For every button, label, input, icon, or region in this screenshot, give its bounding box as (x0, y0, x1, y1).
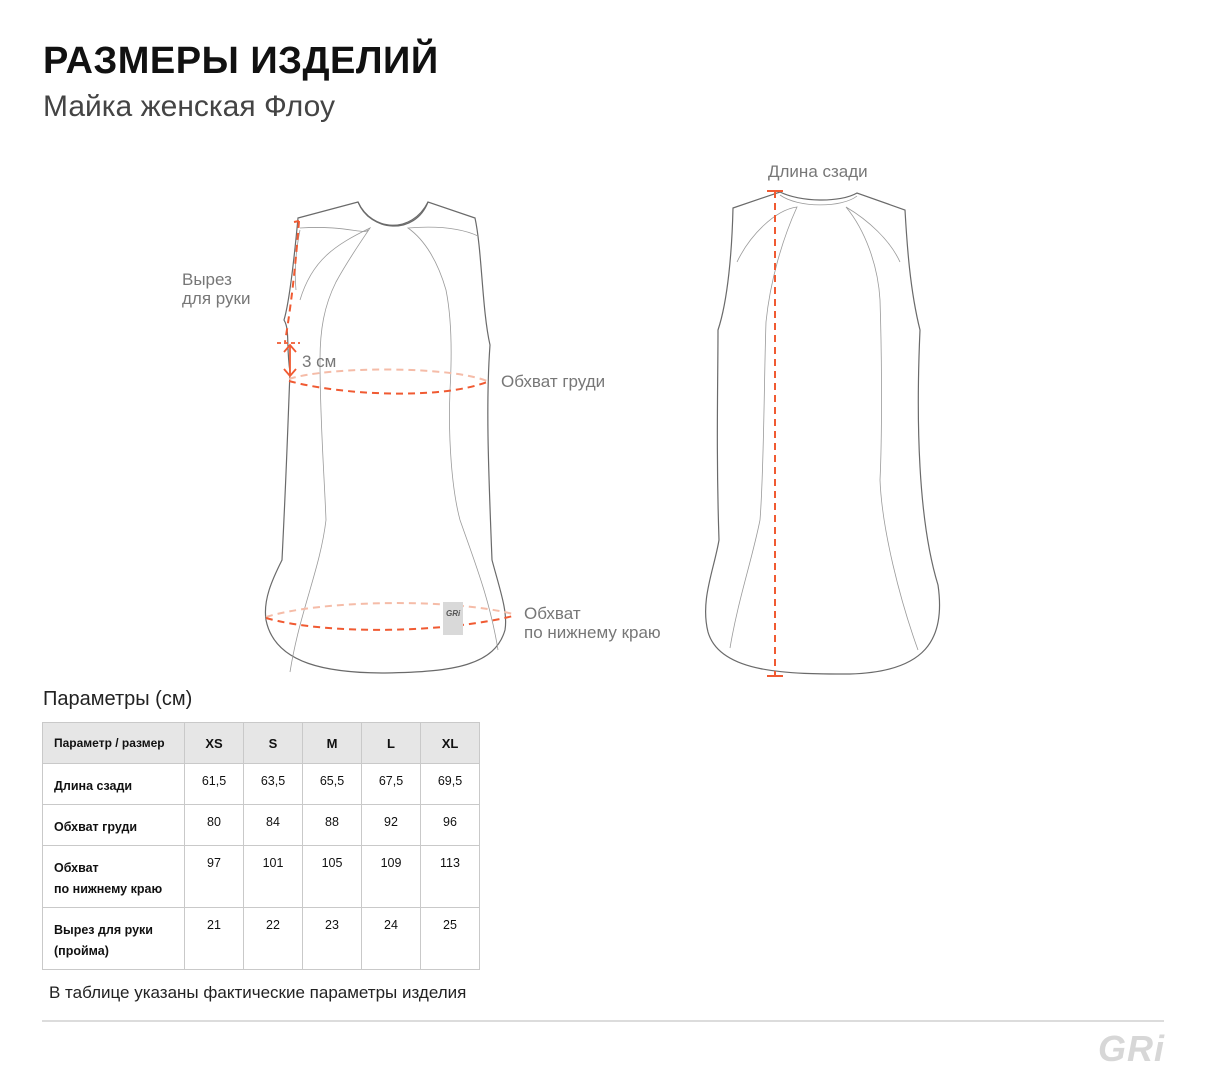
header-size-xl: XL (421, 723, 480, 764)
table-cell: 61,5 (185, 764, 244, 805)
label-hem: Обхват по нижнему краю (524, 604, 661, 642)
header-size-l: L (362, 723, 421, 764)
table-cell: 113 (421, 846, 480, 908)
row-label: Вырез для руки (пройма) (43, 908, 185, 970)
brand-logo: GRi (1097, 1028, 1165, 1069)
header-size-xs: XS (185, 723, 244, 764)
table-row (43, 908, 480, 970)
table-cell: 105 (303, 846, 362, 908)
table-note: В таблице указаны фактические параметры изделия (49, 983, 467, 1002)
header-param-size: Параметр / размер (43, 723, 185, 764)
row-label: Обхват по нижнему краю (43, 846, 185, 908)
brand-tag-text: GRi (446, 609, 461, 618)
table-cell: 96 (421, 805, 480, 846)
table-cell: 84 (244, 805, 303, 846)
back-seam-lines (730, 195, 918, 650)
label-back-length: Длина сзади (768, 162, 868, 181)
label-armhole: Вырез для руки (182, 270, 251, 308)
front-measure-hem (266, 603, 513, 630)
params-heading: Параметры (см) (43, 688, 193, 710)
table-cell: 109 (362, 846, 421, 908)
table-row (43, 805, 480, 846)
table-cell: 69,5 (421, 764, 480, 805)
label-chest: Обхват груди (501, 372, 606, 391)
row-label: Длина сзади (43, 764, 185, 805)
front-measure-armhole (285, 221, 299, 342)
table-cell: 101 (244, 846, 303, 908)
row-label: Обхват груди (43, 805, 185, 846)
table-row (43, 764, 480, 805)
back-measure-length (767, 191, 783, 676)
table-cell: 23 (303, 908, 362, 970)
table-cell: 24 (362, 908, 421, 970)
front-measure-chest (289, 369, 487, 393)
header-size-m: M (303, 723, 362, 764)
table-row (43, 846, 480, 908)
table-cell: 97 (185, 846, 244, 908)
footer-divider (42, 1020, 1164, 1022)
page-title: РАЗМЕРЫ ИЗДЕЛИЙ (43, 40, 439, 82)
product-name: Майка женская Флоу (43, 90, 335, 123)
table-cell: 25 (421, 908, 480, 970)
size-table (42, 722, 480, 970)
table-cell: 65,5 (303, 764, 362, 805)
table-cell: 67,5 (362, 764, 421, 805)
table-cell: 63,5 (244, 764, 303, 805)
size-table-header (43, 723, 480, 764)
label-offset: 3 см (302, 352, 337, 371)
table-cell: 88 (303, 805, 362, 846)
table-cell: 21 (185, 908, 244, 970)
header-size-s: S (244, 723, 303, 764)
table-cell: 80 (185, 805, 244, 846)
brand-tag (443, 602, 463, 635)
front-seam-lines (290, 227, 498, 672)
table-cell: 22 (244, 908, 303, 970)
table-cell: 92 (362, 805, 421, 846)
back-garment-outline (706, 192, 940, 674)
